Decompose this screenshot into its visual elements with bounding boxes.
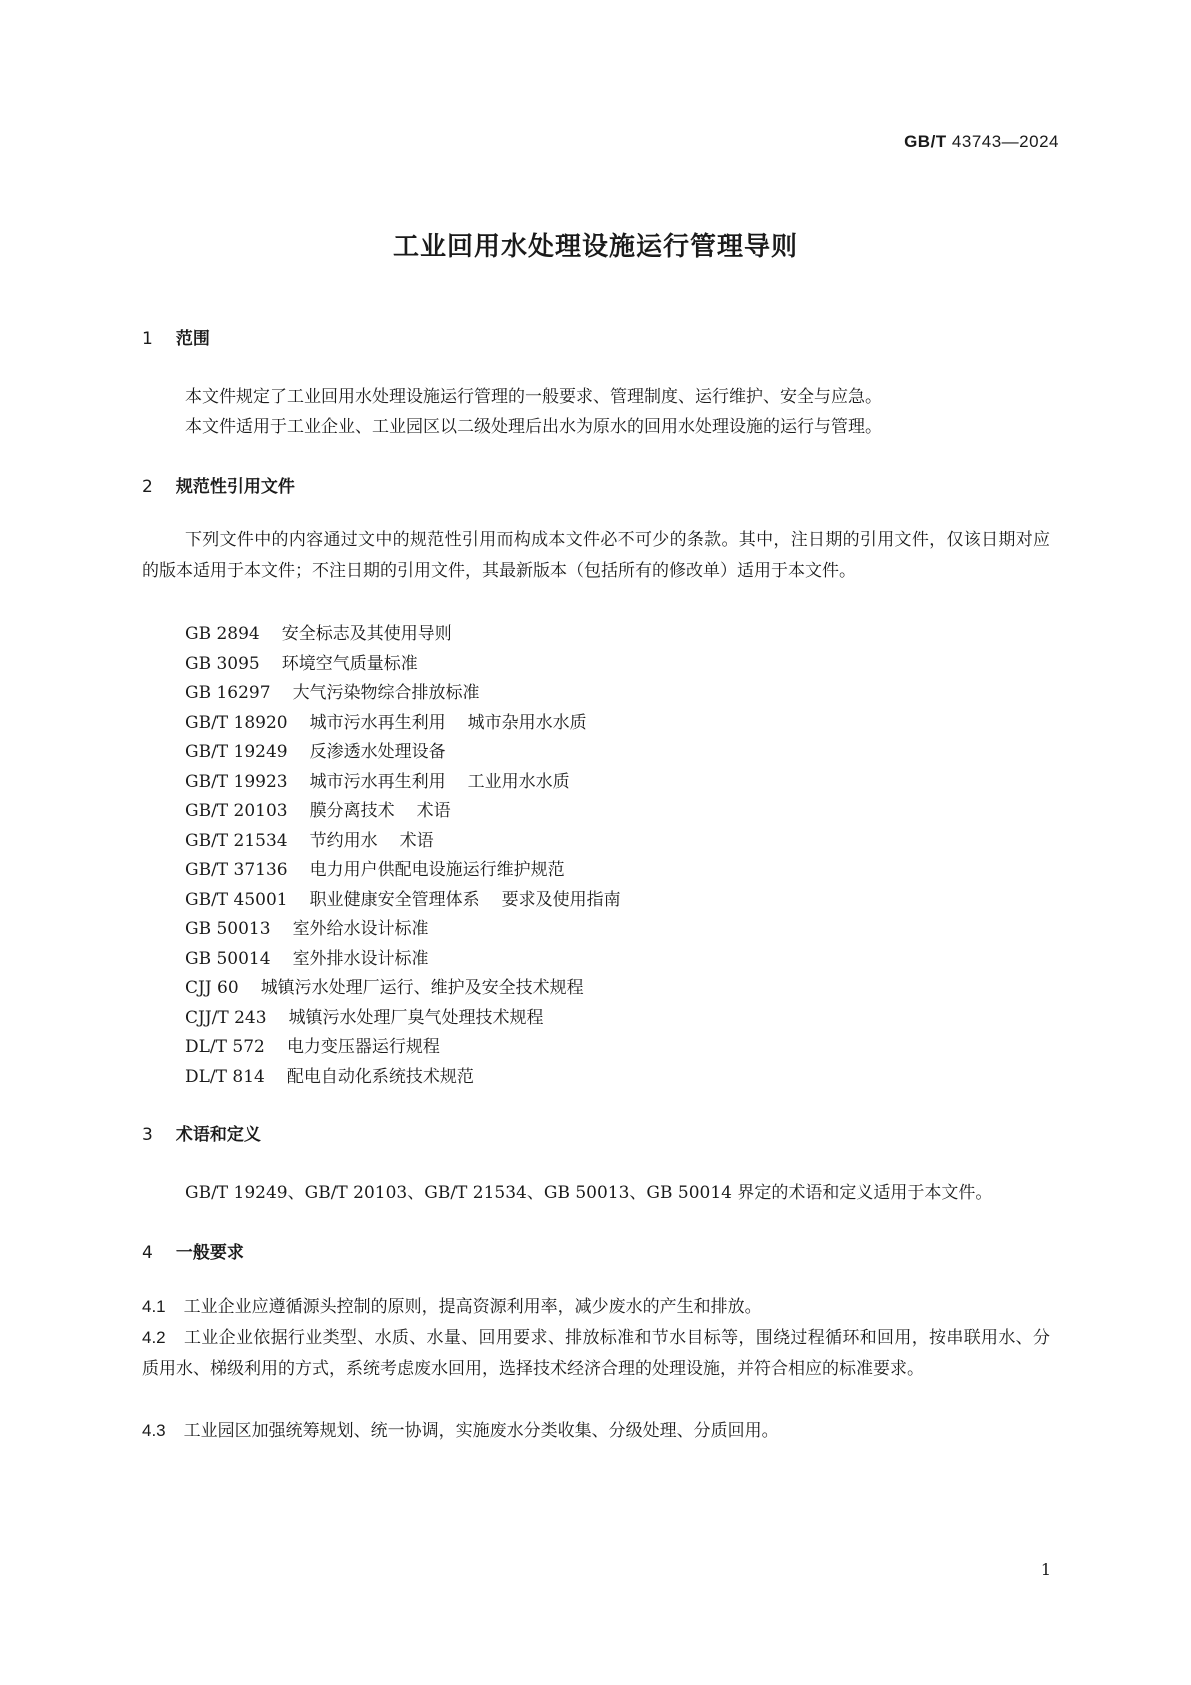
reference-subtitle: 术语 bbox=[416, 801, 451, 821]
reference-title: 城市污水再生利用 bbox=[309, 712, 446, 733]
standard-prefix: GB/T bbox=[904, 132, 947, 151]
section-1-paragraph-2: 本文件适用于工业企业、工业园区以二级处理后出水为原水的回用水处理设施的运行与管理。 bbox=[185, 417, 882, 437]
clause-text: 工业企业应遵循源头控制的原则，提高资源利用率，减少废水的产生和排放。 bbox=[183, 1297, 762, 1317]
reference-item bbox=[185, 767, 570, 792]
standard-number bbox=[904, 132, 1059, 152]
reference-code: GB/T 18920 bbox=[185, 712, 288, 733]
reference-title: 城市污水再生利用 bbox=[309, 771, 446, 792]
reference-code: GB/T 37136 bbox=[185, 860, 288, 880]
section-title: 一般要求 bbox=[175, 1243, 244, 1263]
reference-title: 环境空气质量标准 bbox=[281, 653, 418, 674]
reference-item bbox=[185, 944, 429, 969]
reference-subtitle: 要求及使用指南 bbox=[501, 889, 621, 910]
clause-number: 4.2 bbox=[142, 1328, 166, 1347]
reference-code: DL/T 814 bbox=[185, 1066, 265, 1087]
reference-code: GB/T 19923 bbox=[185, 771, 288, 792]
reference-code: DL/T 572 bbox=[185, 1037, 265, 1057]
reference-code: GB/T 20103 bbox=[185, 801, 288, 821]
reference-title: 电力变压器运行规程 bbox=[286, 1037, 440, 1057]
clause-text: 工业园区加强统筹规划、统一协调，实施废水分类收集、分级处理、分质回用。 bbox=[183, 1421, 779, 1441]
section-number: 1 bbox=[142, 329, 153, 349]
document-title: 工业回用水处理设施运行管理导则 bbox=[392, 232, 798, 262]
reference-item bbox=[185, 1032, 440, 1057]
reference-title: 职业健康安全管理体系 bbox=[309, 889, 480, 910]
reference-item bbox=[185, 826, 434, 851]
reference-item bbox=[185, 1062, 474, 1087]
clause-number: 4.3 bbox=[142, 1421, 166, 1440]
reference-item bbox=[185, 1003, 544, 1028]
section-3-heading bbox=[142, 1120, 261, 1145]
clause-number: 4.1 bbox=[142, 1297, 166, 1316]
reference-subtitle: 城市杂用水水质 bbox=[467, 712, 587, 733]
reference-code: GB/T 21534 bbox=[185, 830, 288, 851]
reference-subtitle: 工业用水水质 bbox=[467, 771, 570, 792]
reference-title: 反渗透水处理设备 bbox=[309, 742, 446, 762]
reference-title: 城镇污水处理厂运行、维护及安全技术规程 bbox=[260, 978, 584, 998]
page-number: 1 bbox=[1040, 1560, 1051, 1579]
reference-title: 室外排水设计标准 bbox=[292, 948, 429, 969]
clause-4-3 bbox=[142, 1415, 1050, 1447]
reference-item bbox=[185, 914, 429, 939]
section-1-heading bbox=[142, 324, 210, 349]
reference-code: GB 50014 bbox=[185, 948, 271, 969]
reference-item bbox=[185, 973, 584, 998]
reference-item bbox=[185, 885, 621, 910]
reference-code: GB/T 45001 bbox=[185, 889, 288, 910]
reference-subtitle: 术语 bbox=[399, 830, 434, 851]
reference-item bbox=[185, 619, 452, 644]
section-number: 4 bbox=[142, 1243, 153, 1263]
reference-item bbox=[185, 855, 565, 880]
reference-title: 膜分离技术 bbox=[309, 801, 395, 821]
reference-code: CJJ/T 243 bbox=[185, 1007, 267, 1028]
reference-title: 电力用户供配电设施运行维护规范 bbox=[309, 860, 565, 880]
reference-item bbox=[185, 678, 480, 703]
reference-item bbox=[185, 708, 587, 733]
section-title: 范围 bbox=[175, 329, 210, 349]
reference-item bbox=[185, 796, 451, 821]
section-1-paragraph-1: 本文件规定了工业回用水处理设施运行管理的一般要求、管理制度、运行维护、安全与应急。 bbox=[185, 387, 882, 407]
reference-title: 节约用水 bbox=[309, 830, 378, 851]
reference-code: GB 16297 bbox=[185, 683, 271, 703]
section-title: 规范性引用文件 bbox=[175, 477, 295, 497]
reference-code: CJJ 60 bbox=[185, 978, 239, 998]
reference-item bbox=[185, 649, 418, 674]
section-number: 2 bbox=[142, 477, 153, 497]
standard-code: 43743—2024 bbox=[951, 132, 1059, 151]
clause-4-1 bbox=[142, 1291, 1050, 1323]
section-3-paragraph: GB/T 19249、GB/T 20103、GB/T 21534、GB 50013、GB 50014 界定的术语和定义适用于本文件。 bbox=[185, 1183, 993, 1203]
reference-code: GB/T 19249 bbox=[185, 742, 288, 762]
clause-4-2 bbox=[142, 1322, 1050, 1385]
section-title: 术语和定义 bbox=[175, 1125, 261, 1145]
reference-title: 室外给水设计标准 bbox=[292, 919, 429, 939]
reference-title: 大气污染物综合排放标准 bbox=[292, 683, 480, 703]
section-4-heading bbox=[142, 1238, 244, 1263]
reference-title: 安全标志及其使用导则 bbox=[281, 624, 452, 644]
clause-text: 工业企业依据行业类型、水质、水量、回用要求、排放标准和节水目标等，围绕过程循环和回用，按串联用水、分质用水、梯级利用的方式，系统考虑废水回用，选择技术经济合理的处理设施，并符合相应的标准要求。 bbox=[142, 1328, 1050, 1379]
section-2-heading bbox=[142, 472, 295, 497]
reference-title: 城镇污水处理厂臭气处理技术规程 bbox=[288, 1007, 544, 1028]
section-2-intro: 下列文件中的内容通过文中的规范性引用而构成本文件必不可少的条款。其中，注日期的引用文件，仅该日期对应的版本适用于本文件；不注日期的引用文件，其最新版本（包括所有的修改单）适用于本文件。 bbox=[142, 530, 1050, 581]
reference-code: GB 3095 bbox=[185, 653, 260, 674]
reference-code: GB 2894 bbox=[185, 624, 260, 644]
reference-title: 配电自动化系统技术规范 bbox=[286, 1066, 474, 1087]
section-number: 3 bbox=[142, 1125, 153, 1145]
reference-code: GB 50013 bbox=[185, 919, 271, 939]
reference-item bbox=[185, 737, 446, 762]
